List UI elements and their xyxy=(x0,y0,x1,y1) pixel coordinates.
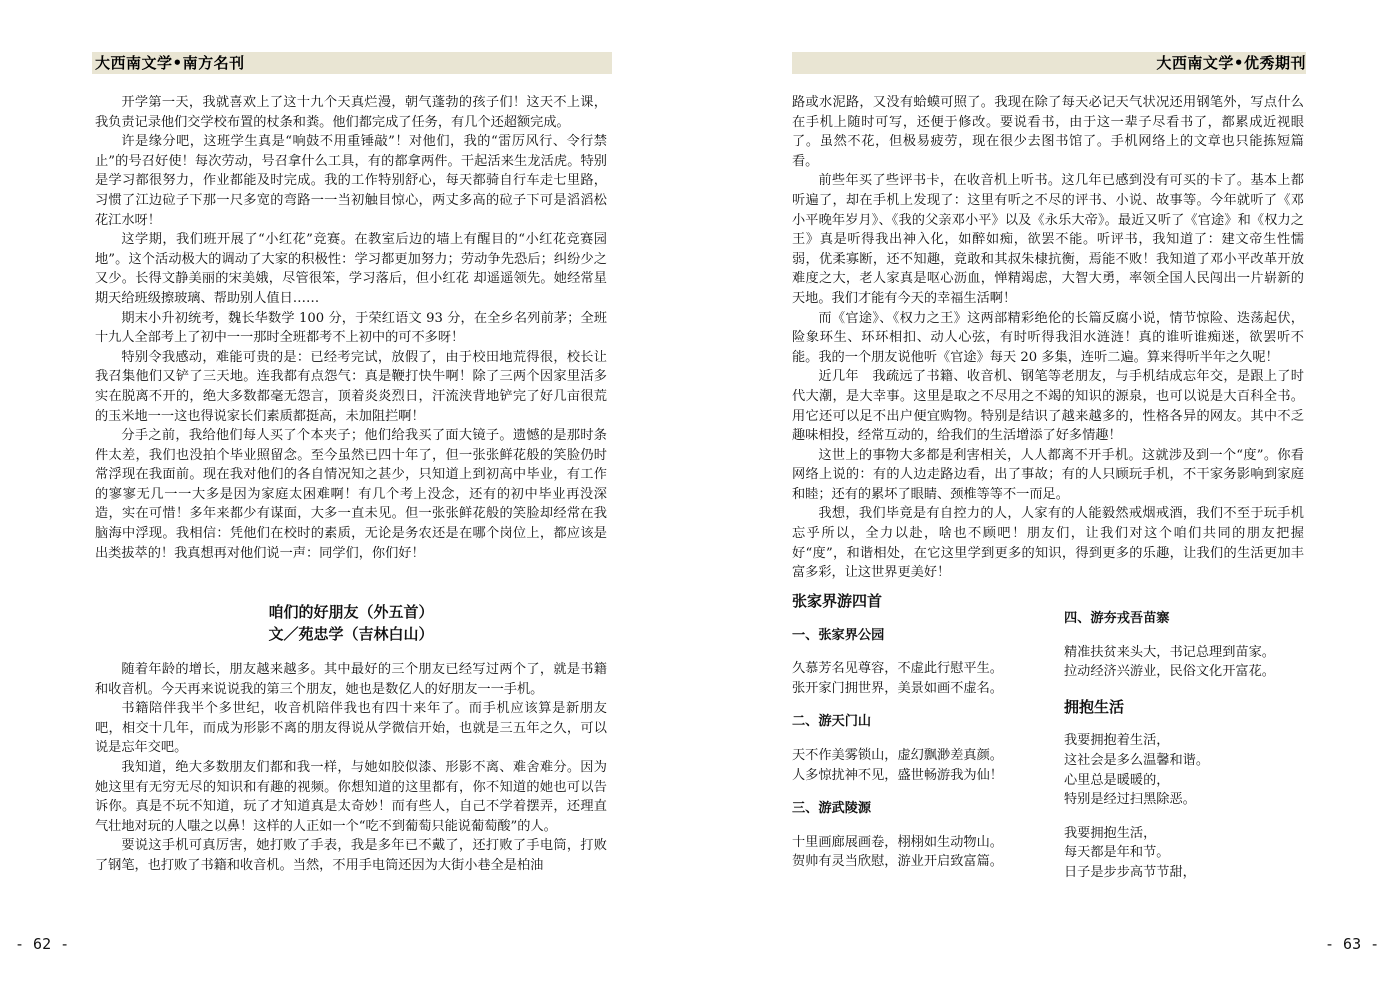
poem-line: 心里总是暖暖的， xyxy=(1064,772,1170,788)
poem-line: 每天都是年和节。 xyxy=(1064,845,1170,861)
poem-line: 特别是经过扫黑除恶。 xyxy=(1064,792,1196,808)
poem-line: 我要拥抱着生活， xyxy=(1064,733,1170,749)
poem-line: 十里画廊展画卷，栩栩如生动物山。 xyxy=(792,834,1003,850)
poem-section-title: 三、游武陵源 xyxy=(792,801,872,817)
poem-line: 日子是步步高节节甜， xyxy=(1064,864,1196,880)
paragraph: 路或水泥路，又没有蛤蟆可照了。我现在除了每天必记天气状况还用钢笔外，写点什么在手机上随时可写，还便于修改。要说看书，由于这一辈子尽看书了，都累成近视眼了。虽然不花，但极易疲劳，现在很少去图书馆了。手机网络上的文章也只能拣短篇看。 xyxy=(792,95,1304,169)
paragraph: 分手之前，我给他们每人买了个本夹子；他们给我买了面大镜子。遗憾的是那时条件太差，我们也没拍个毕业照留念。至今虽然已四十年了，但一张张鲜花般的笑脸仍时常浮现在我面前。现在我对他们的各自情况知之甚少，只知道上到初高中毕业，有工作的寥寥无几一一大多是因为家庭太困难啊！有几个考上没念，还有的初中毕业再没深造，实在可惜！多年来都少有谋面，大多一直未见。但一张张鲜花般的笑脸却经常在我脑海中浮现。我相信：凭他们在校时的素质，无论是务农还是在哪个岗位上，都应该是出类拔萃的！我真想再对他们说一声：同学们，你们好！ xyxy=(95,428,607,561)
paragraph: 我知道，绝大多数朋友们都和我一样，与她如胶似漆、形影不离、难舍难分。因为她这里有无穷无尽的知识和有趣的视频。你想知道的这里都有，你不知道的她也可以告诉你。真是不玩不知道，玩了才知道真是太奇妙！而有些人，自己不学着摆弄，还理直气壮地对玩的人嗤之以鼻！这样的人正如一个“吃不到葡萄只能说葡萄酸”的人。 xyxy=(95,759,607,834)
paragraph: 近几年 我疏远了书籍、收音机、钢笔等老朋友，与手机结成忘年交，是跟上了时代大潮，是大幸事。这里是取之不尽用之不竭的知识的源泉，也可以说是大百科全书。用它还可以足不出户便宜购物。特别是结识了越来越多的，性格各异的网友。其中不乏趣味相投，经常互动的，给我们的生活增添了好多情趣！ xyxy=(792,369,1304,444)
paragraph: 这世上的事物大多都是利害相关，人人都离不开手机。这就涉及到一个“度”。你看网络上说的：有的人边走路边看，出了事故；有的人只顾玩手机，不干家务影响到家庭和睦；还有的累坏了眼睛、颈椎等等不一而足。 xyxy=(792,447,1304,502)
paragraph: 我想，我们毕竟是有自控力的人，人家有的人能毅然戒烟戒酒，我们不至于玩手机忘乎所以，全力以赴，啥也不顾吧！朋友们，让我们对这个咱们共同的朋友把握好“度”，和谐相处，在它这里学到更多的知识，得到更多的乐趣，让我们的生活更加丰富多彩，让这世界更美好！ xyxy=(792,506,1304,581)
poem-section-title: 一、张家界公园 xyxy=(792,627,885,643)
poem-zhangjiajie xyxy=(792,592,1003,872)
paragraph: 随着年龄的增长，朋友越来越多。其中最好的三个朋友已经写过两个了，就是书籍和收音机。今天再来说说我的第三个朋友，她也是数亿人的好朋友一一手机。 xyxy=(95,662,607,697)
poem-line: 久慕芳名见尊容，不虚此行慰平生。 xyxy=(792,661,1003,677)
paragraph: 特别令我感动，难能可贵的是：已经考完试，放假了，由于校田地荒得很，校长让我召集他们又铲了三天地。连我都有点怨气：真是鞭打快牛啊！除了三两个因家里活多实在脱离不开的，绝大多数都毫无怨言，顶着炎炎烈日，汗流浃背地铲完了好几亩很荒的玉米地一一这也得说家长们素质都挺高，未加阻拦啊！ xyxy=(95,349,607,424)
poem-line: 张开家门拥世界，美景如画不虚名。 xyxy=(792,680,1003,696)
poem-line: 贺帅有灵当欣慰，游业开启致富篇。 xyxy=(792,854,1003,870)
poem-section-title: 四、游夯戎吾苗寨 xyxy=(1064,611,1170,626)
page-number-left: - 62 - xyxy=(15,935,70,953)
poem-line: 拉动经济兴游业，民俗文化开富花。 xyxy=(1064,664,1275,680)
left-running-header: 大西南文学•南方名刊 xyxy=(95,54,245,72)
poem-title: 拥抱生活 xyxy=(1064,697,1125,716)
paragraph: 开学第一天，我就喜欢上了这十九个天真烂漫，朝气蓬勃的孩子们！这天不上课，我负责记录他们交学校布置的杖条和粪。他们都完成了任务，有几个还超额完成。 xyxy=(95,95,607,130)
right-article-body xyxy=(792,93,1304,583)
poem-line: 人多惊扰神不见，盛世畅游我为仙！ xyxy=(792,767,1003,783)
article-heading xyxy=(95,601,607,645)
paragraph: 许是缘分吧，这班学生真是“响鼓不用重锤敲”！对他们，我的“雷厉风行、令行禁止”的号召好使！每次劳动，号召拿什么工具，有的都拿两件。干起活来生龙活虎。特别是学习都很努力，作业都能及时完成。我的工作特别舒心，每天都骑自行车走七里路，习惯了江边砬子下那一尺多宽的弯路一一当初触目惊心，两丈多高的砬子下可是滔滔松花江水呀！ xyxy=(95,134,607,228)
poem-line: 这社会是多么温馨和谐。 xyxy=(1064,752,1210,768)
paragraph: 要说这手机可真厉害，她打败了手表，我是多年已不戴了，还打败了手电筒，打败了钢笔，也打败了书籍和收音机。当然，不用手电筒还因为大街小巷全是柏油 xyxy=(95,838,607,873)
paragraph: 而《官途》、《权力之王》这两部精彩绝伦的长篇反腐小说，情节惊险、迭荡起伏，险象环生、环环相扣、动人心弦，有时听得我泪水涟涟！真的谁听谁痴迷，欲罢听不能。我的一个朋友说他听《官途》每天 20 多集，连听二遍。算来得听半年之久呢！ xyxy=(792,310,1304,365)
poem-line: 精准扶贫来头大，书记总理到苗家。 xyxy=(1064,644,1275,660)
poem-line: 天不作美雾锁山，虚幻飘渺差真颜。 xyxy=(792,747,1003,763)
paragraph: 前些年买了些评书卡，在收音机上听书。这几年已感到没有可买的卡了。基本上都听遍了，却在手机上发现了：这里有听之不尽的评书、小说、故事等。今年就听了《邓小平晚年岁月》、《我的父亲邓小平》以及《永乐大帝》。最近又听了《官途》和《权力之王》真是听得我出神入化，如醉如痴，欲罢不能。听评书，我知道了：建文帝生性懦弱，优柔寡断，还不知趣，竟敢和其叔朱棣抗衡，焉能不败！我知道了邓小平改革开放难度之大，老人家真是呕心沥血，惮精竭虑，大智大勇，率领全国人民闯出一片崭新的天地。我们才能有今天的幸福生活啊！ xyxy=(792,173,1304,306)
article-author: 文／苑忠学（吉林白山） xyxy=(268,625,434,643)
poem-line: 我要拥抱生活， xyxy=(1064,825,1157,841)
poem-section-title: 二、游天门山 xyxy=(792,714,872,730)
paragraph: 这学期，我们班开展了“小红花”竞赛。在教室后边的墙上有醒目的“小红花竞赛园地”。这个活动极大的调动了大家的积极性：学习都更加努力；劳动争先恐后；纠纷少之又少。长得文静美丽的宋美娥，尽管很笨，学习落后，但小红花 却遥遥领先。她经常星期天给班级擦玻璃、帮助别人值日…… xyxy=(95,232,607,306)
paragraph: 期末小升初统考，魏长华数学 100 分，于荣红语文 93 分，在全乡名列前茅；全班十九人全部考上了初中一一那时全班都考不上初中的可不多呀！ xyxy=(95,310,607,346)
article-body xyxy=(95,660,607,876)
right-running-header: 大西南文学•优秀期刊 xyxy=(1156,54,1306,72)
paragraph: 书籍陪伴我半个多世纪，收音机陪伴我也有四十来年了。而手机应该算是新朋友吧，相交十几年，而成为形影不离的朋友得说从学微信开始，也就是三五年之久，可以说是忘年交吧。 xyxy=(95,701,607,756)
poem-column-right xyxy=(1064,609,1275,883)
page-number-right: - 63 - xyxy=(1325,935,1380,953)
left-story-body xyxy=(95,93,607,563)
poem-title: 张家界游四首 xyxy=(792,592,883,610)
article-title: 咱们的好朋友（外五首） xyxy=(268,603,434,621)
